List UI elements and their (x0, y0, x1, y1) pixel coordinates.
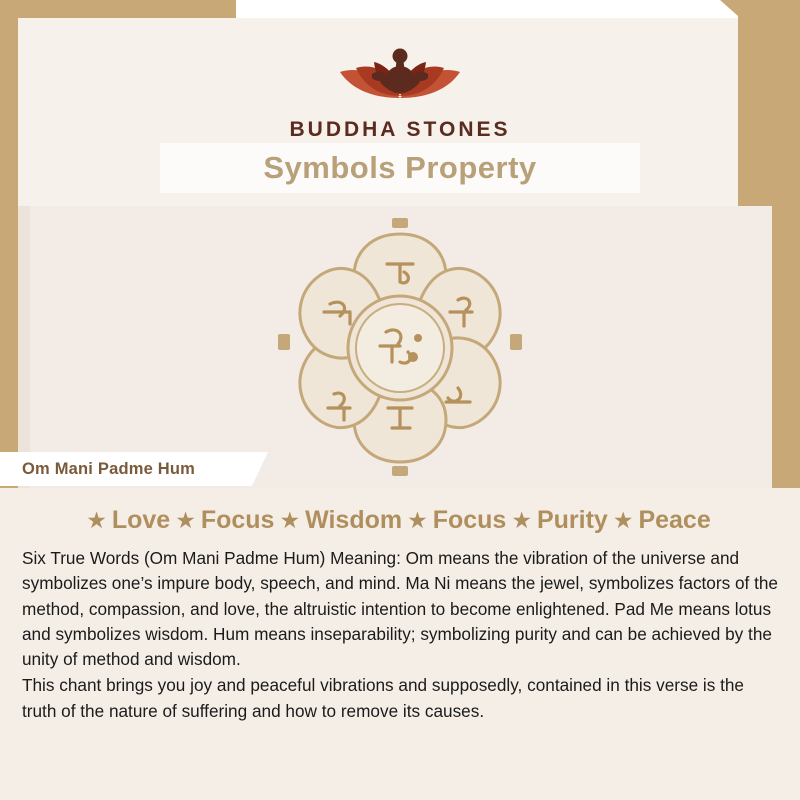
star-icon: ★ (279, 507, 301, 533)
emblem-caption-tab (0, 452, 252, 486)
description-paragraph-1: Six True Words (Om Mani Padme Hum) Meaning: Om means the vibration of the universe and symbolizes one’s impure body, speech, and mind. Ma Ni means the jewel, symbolizes factors of the method, compassion, and love, the altruistic intention to become enlightened. Pad Me means lotus and symbolizes wisdom. Hum means inseparability; symbolizing purity and can be achieved by the unity of method and wisdom. (22, 548, 778, 670)
description-section (0, 488, 800, 800)
decor-top-left-bar (0, 0, 236, 18)
star-icon: ★ (86, 507, 107, 533)
lotus-meditation-icon (300, 20, 500, 116)
star-icon: ★ (612, 507, 634, 533)
keyword-purity: Purity (536, 506, 608, 534)
brand-logo (0, 20, 800, 142)
keyword-focus-2: Focus (432, 506, 507, 534)
star-icon: ★ (175, 507, 196, 533)
star-icon: ★ (407, 507, 428, 533)
description-paragraph-2: This chant brings you joy and peaceful vibrations and supposedly, contained in this verse is the truth of the nature of suffering and how to remove its causes. (22, 675, 744, 721)
keyword-love: Love (111, 506, 171, 534)
decor-right-bar (772, 206, 800, 506)
keyword-peace: Peace (638, 506, 711, 534)
description-text (22, 546, 782, 724)
om-mani-padme-hum-mandala-icon (250, 212, 550, 484)
keyword-wisdom: Wisdom (305, 506, 403, 534)
brand-name: BUDDHA STONES (289, 118, 511, 141)
emblem-caption-text: Om Mani Padme Hum (22, 459, 196, 478)
emblem-panel-shade (18, 206, 30, 488)
page-title-text: Symbols Property (263, 150, 537, 185)
decor-top-right-corner (720, 0, 738, 16)
keyword-list (0, 506, 800, 535)
page-title (160, 143, 640, 193)
star-icon: ★ (511, 507, 532, 533)
keyword-focus-1: Focus (200, 506, 275, 534)
